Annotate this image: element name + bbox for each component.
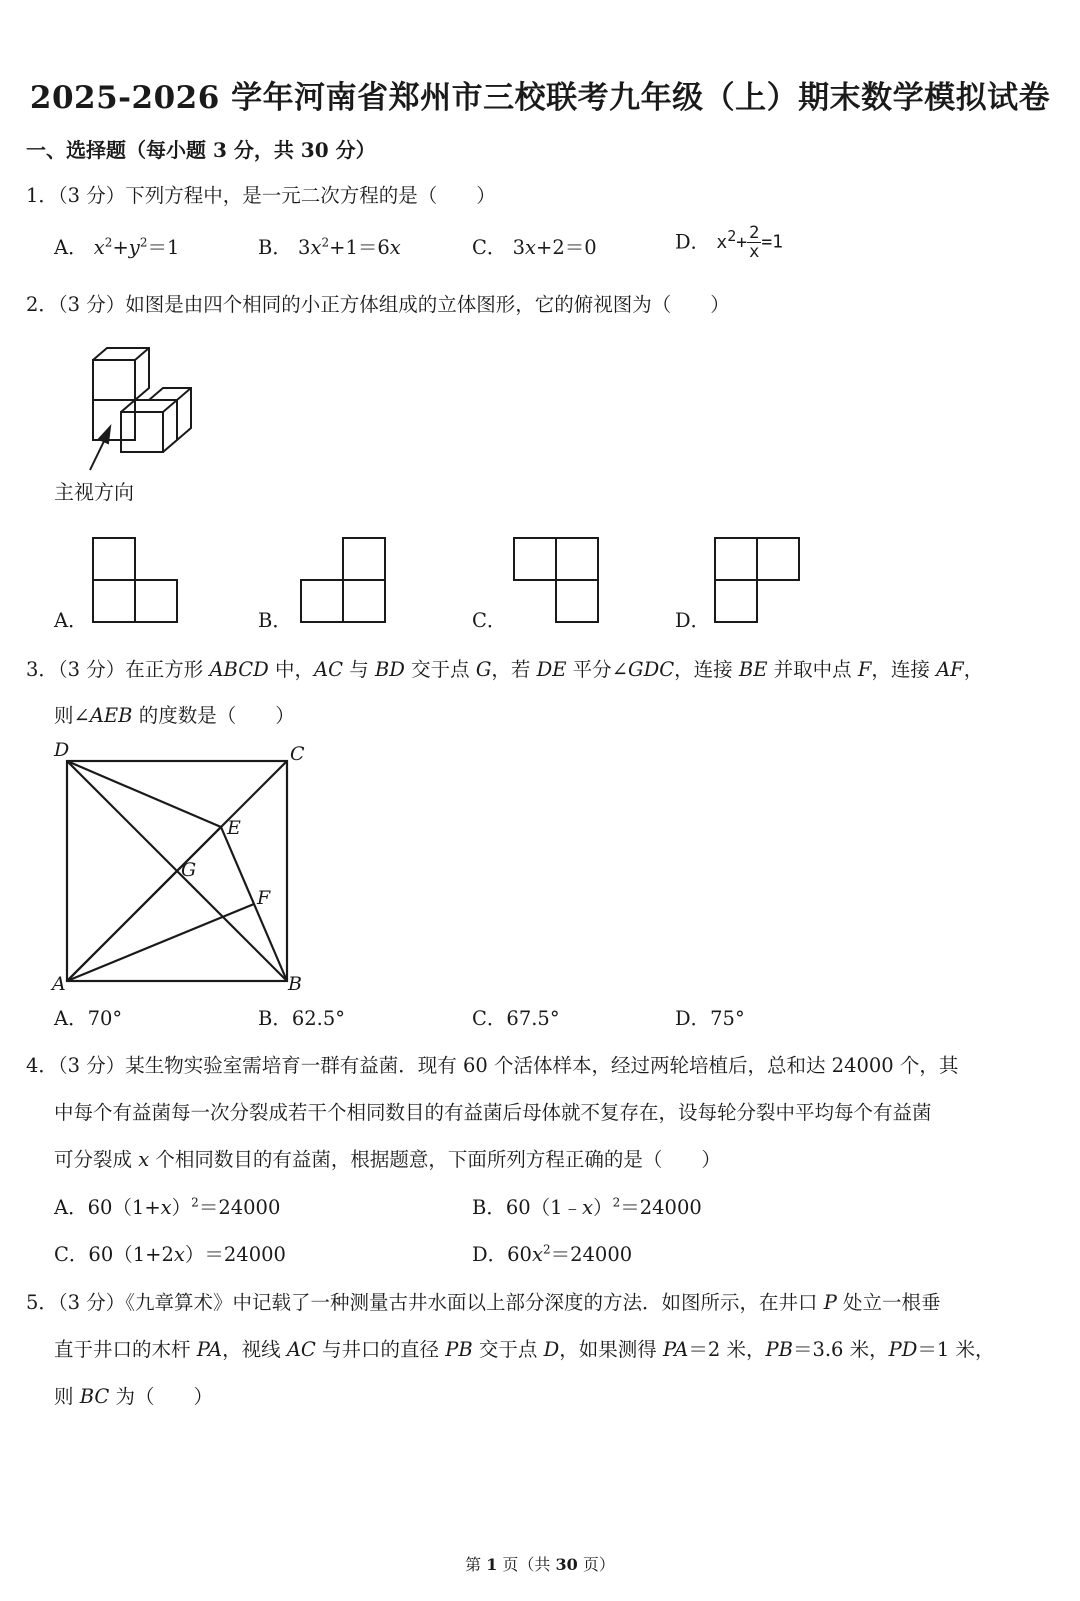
point-d-label: D [54,739,70,761]
cube-back-roof [149,388,191,440]
q2-option-d-view [714,537,804,627]
q4-option-b: B．60（1﹣x）$^2$＝24000 [472,1195,702,1219]
figure-caption: 主视方向 [54,480,134,504]
q3-option-a: A．70° [54,1007,123,1030]
q2-option-c-label: C． [472,609,507,632]
question-4-line3: 可分裂成 x 个相同数目的有益菌，根据题意，下面所列方程正确的是（ ） [54,1148,721,1171]
cube-top-edge [135,348,149,360]
point-a-label: A [52,973,66,995]
square-figure [50,738,320,998]
q2-option-b-label: B． [258,609,292,632]
q1-option-d: D． $x^2+$ $\frac{2}{x}$ =1 [675,223,783,262]
page-title: 2025-2026 学年河南省郑州市三校联考九年级（上）期末数学模拟试卷 [29,80,1051,116]
page-footer: 第 1 页（共 30 页） [465,1555,615,1574]
point-f-label: F [257,887,271,909]
cube-right-front [121,412,163,452]
question-5-line2: 直于井口的木杆 PA，视线 AC 与井口的直径 PB 交于点 D，如果测得 PA＝2 米，PB＝3.6 米，PD＝1 米， [54,1338,995,1361]
q4-option-d: D．$60x^2=24000$ [472,1242,633,1266]
question-2-stem: 2．（3 分）如图是由四个相同的小正方体组成的立体图形，它的俯视图为（ ） [26,293,730,316]
q1-option-c: C． 3x+2＝0 [472,236,597,259]
q4-option-c: C．60（1+2x）＝24000 [54,1243,286,1266]
question-4-line2: 中每个有益菌每一次分裂成若干个相同数目的有益菌后母体就不复存在，设每轮分裂中平均每个有益菌 [54,1101,932,1124]
point-g-label: G [181,859,197,881]
cube-stack-figure [80,345,200,475]
q1-option-a: A． $x^2+y^2=1$ [54,235,180,259]
question-3-stem-line2: 则∠AEB 的度数是（ ） [54,704,295,727]
q4-option-a: A．$60(1+x)^2=24000$ [54,1195,281,1219]
q3-option-d: D．75° [675,1007,745,1030]
q2-option-d-label: D． [675,609,711,632]
question-5-line3: 则 BC 为（ ） [54,1385,214,1408]
q3-option-c: C．67.5° [472,1007,560,1030]
section-heading: 一、选择题（每小题 3 分，共 30 分） [26,138,376,162]
q3-option-b: B．62.5° [258,1007,346,1030]
q2-option-a-view [92,537,182,627]
question-3-stem-line1: 3．（3 分）在正方形 ABCD 中，AC 与 BD 交于点 G，若 DE 平分∠GDC，连接 BE 并取中点 F，连接 AF， [26,658,984,681]
q2-option-a-label: A． [54,609,88,632]
question-4-line1: 4．（3 分）某生物实验室需培育一群有益菌．现有 60 个活体样本，经过两轮培植后，总和达 24000 个，其 [26,1054,959,1077]
segment-de [67,761,221,827]
question-1-stem: 1．（3 分）下列方程中，是一元二次方程的是（ ） [26,184,496,207]
cube-top-front [93,360,135,400]
q2-option-b-view [300,537,390,627]
point-e-label: E [227,817,241,839]
cube-back-edge [177,388,191,400]
point-c-label: C [290,743,305,765]
cube-right-edge [163,400,177,412]
segment-ae [67,827,221,981]
segment-af [67,904,254,981]
q2-option-c-view [513,537,603,627]
q1-option-b: B． $3x^2+1=6x$ [258,235,401,259]
point-b-label: B [288,973,302,995]
question-5-line1: 5．（3 分）《九章算术》中记载了一种测量古井水面以上部分深度的方法．如图所示，在井口 P 处立一根垂 [26,1291,941,1314]
